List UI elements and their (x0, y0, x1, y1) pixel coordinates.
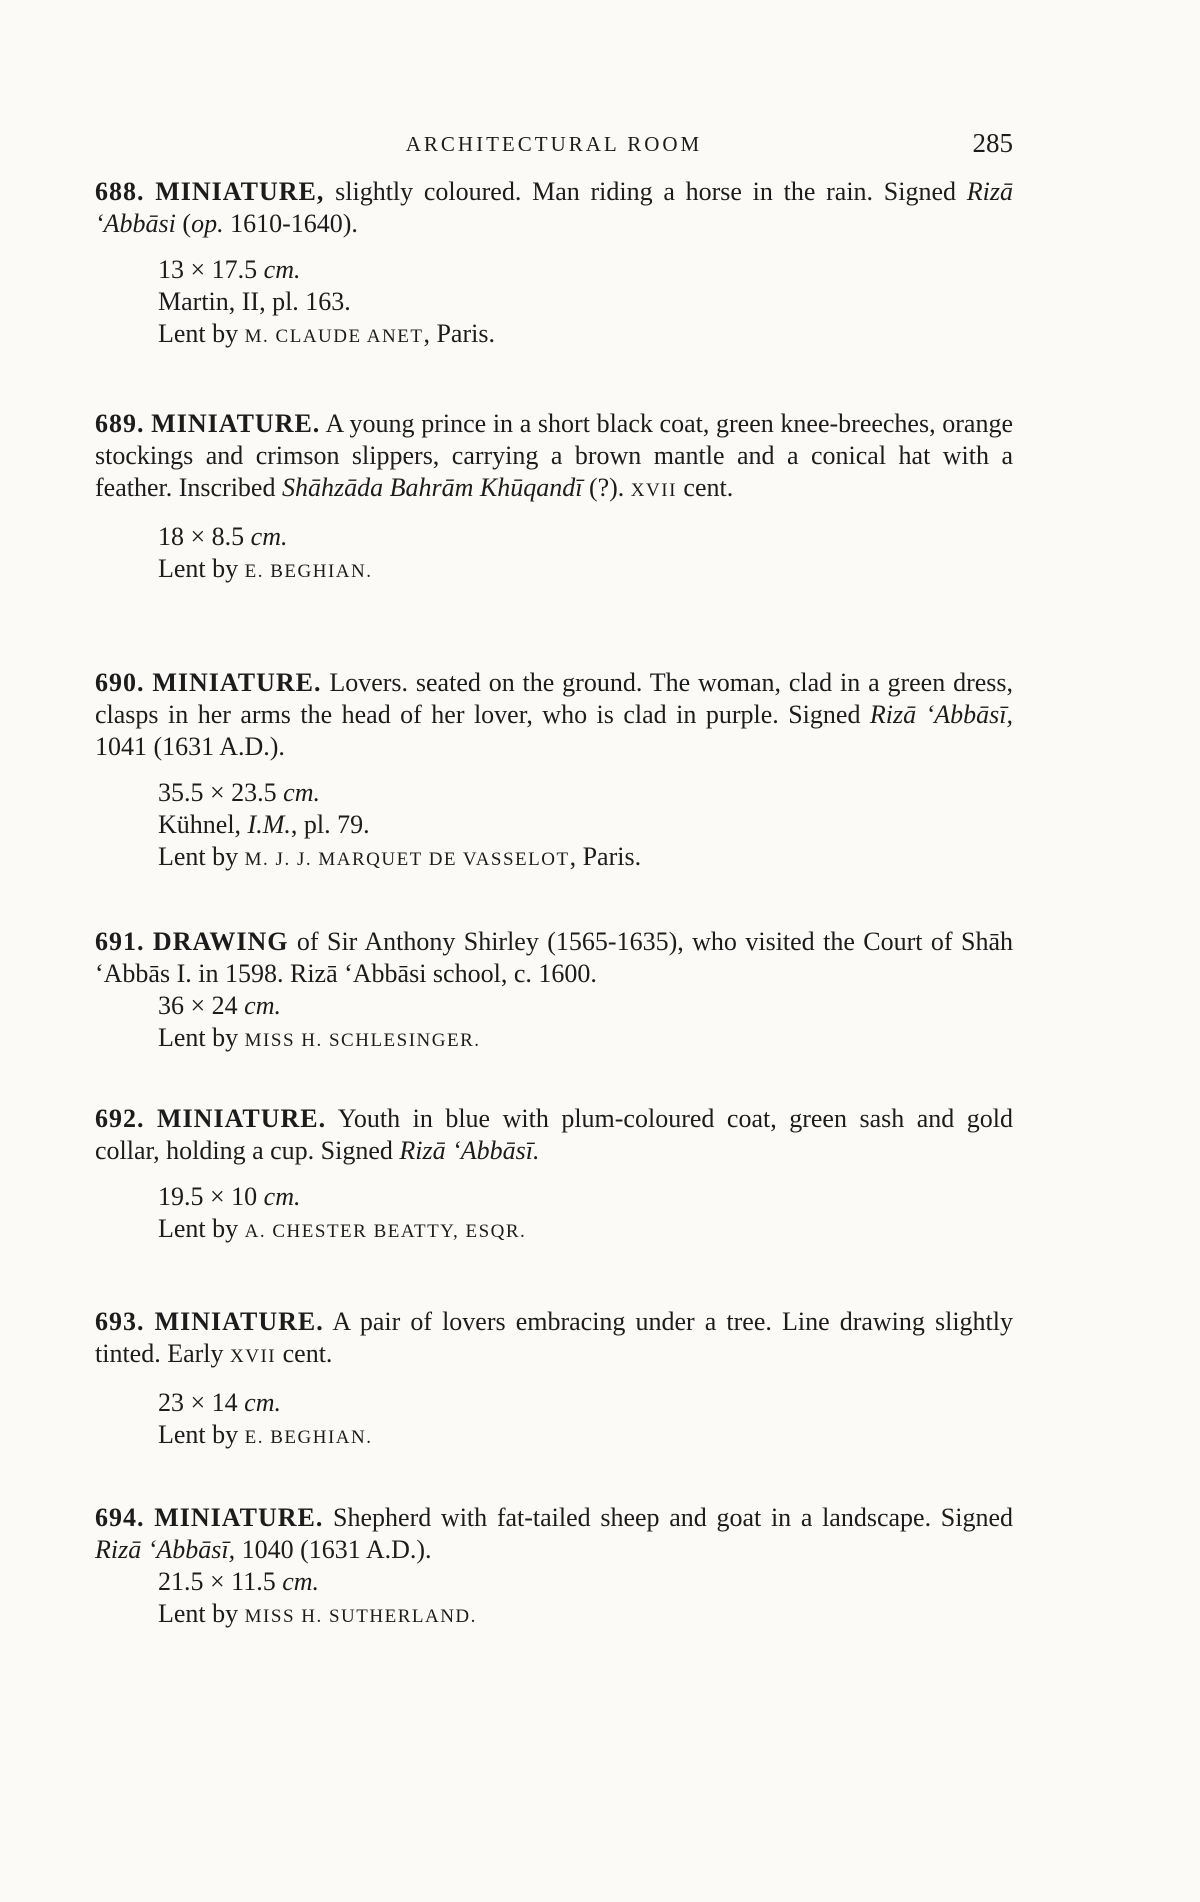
dimensions-unit: cm. (244, 991, 281, 1020)
entry-dimensions (158, 1387, 1013, 1419)
entry-text: 1040 (1631 A.D.). (235, 1535, 432, 1564)
entry-description (95, 408, 1013, 507)
entry-lender-line (158, 1022, 1013, 1057)
reference-author: Kühnel, (158, 810, 248, 839)
lent-by-label: Lent by (158, 319, 245, 348)
dimensions-unit: cm. (263, 1182, 301, 1211)
catalogue-entry-688 (95, 176, 1013, 353)
entry-number: 694. (95, 1503, 145, 1532)
dimensions-value: 18 × 8.5 (158, 522, 245, 551)
artist-signature: Rizā ‘Abbāsī, (95, 1535, 236, 1564)
lender-name: M. CLAUDE ANET (244, 326, 424, 347)
page-number: 285 (972, 128, 1013, 158)
entry-number: 692. (95, 1104, 145, 1133)
entry-description (95, 926, 1013, 990)
lent-by-label: Lent by (158, 1023, 245, 1052)
entry-text: Youth in blue with plum-coloured coat, green sash and gold collar, holding a cup. Signed (95, 1104, 1014, 1165)
lent-by-label: Lent by (158, 554, 245, 583)
entry-text: (?). (582, 473, 631, 502)
catalogue-entry-694 (95, 1502, 1013, 1633)
entry-description (95, 1306, 1013, 1373)
entry-reference: Martin, II, pl. 163. (158, 287, 351, 316)
entry-lender-line (158, 553, 1013, 588)
lent-by-label: Lent by (158, 1420, 245, 1449)
entry-text: 1041 (1631 A.D.). (95, 732, 285, 761)
dimensions-value: 21.5 × 11.5 (158, 1567, 276, 1596)
dimensions-unit: cm. (250, 522, 288, 551)
entry-lender-line (158, 1213, 1013, 1248)
lender-location: , Paris. (569, 842, 642, 871)
entry-lender-line (158, 1598, 1013, 1633)
lender-location: , Paris. (423, 319, 495, 348)
catalogue-entry-691 (95, 926, 1013, 1057)
lender-name: M. J. J. MARQUET DE VASSELOT (244, 849, 570, 870)
entry-lender-line (158, 841, 1013, 876)
running-head (95, 128, 1013, 162)
running-title: ARCHITECTURAL ROOM (405, 132, 703, 156)
entry-lender-line (158, 1419, 1013, 1454)
artist-signature: Rizā ‘Abbāsī. (399, 1136, 540, 1165)
century-numeral: XVII (630, 480, 677, 501)
entry-text-italic: op. (191, 209, 224, 238)
dimensions-unit: cm. (263, 255, 301, 284)
artist-signature: Rizā ‘Abbāsi (95, 177, 1014, 238)
dimensions-unit: cm. (282, 1567, 320, 1596)
entry-number: 690. (95, 668, 145, 697)
entry-text: slightly coloured. Man riding a horse in the rain. Signed (324, 177, 967, 206)
catalogue-entry-693 (95, 1306, 1013, 1454)
entry-text: ( (175, 209, 192, 238)
entry-text: cent. (676, 473, 734, 502)
entry-dimensions (158, 521, 1013, 553)
dimensions-unit: cm. (283, 778, 320, 807)
entry-dimensions (158, 777, 1013, 809)
entry-kind: DRAWING (152, 927, 289, 956)
reference-title: I.M. (247, 810, 291, 839)
entry-dimensions (158, 254, 1013, 286)
entry-dimensions (158, 1181, 1013, 1213)
entry-description (95, 667, 1013, 763)
entry-kind: MINIATURE, (155, 177, 325, 206)
dimensions-value: 13 × 17.5 (158, 255, 258, 284)
lender-name: E. BEGHIAN. (244, 1427, 373, 1448)
catalogue-entry-690 (95, 667, 1013, 876)
lent-by-label: Lent by (158, 842, 245, 871)
lender-name: A. CHESTER BEATTY, ESQR. (244, 1221, 527, 1242)
dimensions-unit: cm. (244, 1388, 281, 1417)
lent-by-label: Lent by (158, 1599, 245, 1628)
dimensions-value: 19.5 × 10 (158, 1182, 258, 1211)
entry-description (95, 1103, 1013, 1167)
entry-kind: MINIATURE. (157, 1104, 327, 1133)
entry-number: 689. (95, 409, 145, 438)
entry-text: of Sir Anthony Shirley (1565-1635), who visited the Court of Shāh ‘Abbās I. in 1598. Rizā ‘Abbāsi school, c. 1600. (95, 927, 1013, 988)
entry-kind: MINIATURE. (154, 1307, 324, 1336)
entry-reference (158, 809, 1013, 841)
entry-text: A young prince in a short black coat, green knee-breeches, orange stockings and crimson slippers, carrying a brown mantle and a conical hat with a feather. Inscribed (95, 409, 1013, 502)
entry-kind: MINIATURE. (151, 409, 321, 438)
reference-plate: , pl. 79. (290, 810, 370, 839)
entry-description (95, 176, 1013, 240)
catalogue-entry-692 (95, 1103, 1013, 1248)
entry-number: 693. (95, 1307, 145, 1336)
entry-text: cent. (276, 1339, 333, 1368)
century-numeral: XVII (230, 1346, 277, 1367)
entry-number: 688. (95, 177, 145, 206)
entry-description (95, 1502, 1013, 1566)
lender-name: MISS H. SUTHERLAND. (244, 1606, 477, 1627)
dimensions-value: 23 × 14 (158, 1388, 238, 1417)
entry-kind: MINIATURE. (154, 1503, 324, 1532)
artist-signature: Rizā ‘Abbāsī, (869, 700, 1013, 729)
lent-by-label: Lent by (158, 1214, 245, 1243)
entry-text: Shepherd with fat-tailed sheep and goat in a landscape. Signed (323, 1503, 1014, 1532)
entry-text: 1610-1640). (223, 209, 358, 238)
entry-kind: MINIATURE. (152, 668, 322, 697)
dimensions-value: 35.5 × 23.5 (158, 778, 277, 807)
inscription: Shāhzāda Bahrām Khūqandī (281, 473, 583, 502)
catalogue-entry-689 (95, 408, 1013, 588)
lender-name: E. BEGHIAN. (244, 561, 373, 582)
entry-dimensions (158, 990, 1013, 1022)
entry-number: 691. (95, 927, 145, 956)
entry-dimensions (158, 1566, 1013, 1598)
entry-lender-line (158, 318, 1013, 353)
entry-text: Lovers. seated on the ground. The woman, clad in a green dress, clasps in her arms the head of her lover, who is clad in purple. Signed (95, 668, 1013, 729)
dimensions-value: 36 × 24 (158, 991, 238, 1020)
lender-name: MISS H. SCHLESINGER. (244, 1030, 481, 1051)
entry-text: A pair of lovers embracing under a tree. Line drawing slightly tinted. Early (95, 1307, 1014, 1368)
